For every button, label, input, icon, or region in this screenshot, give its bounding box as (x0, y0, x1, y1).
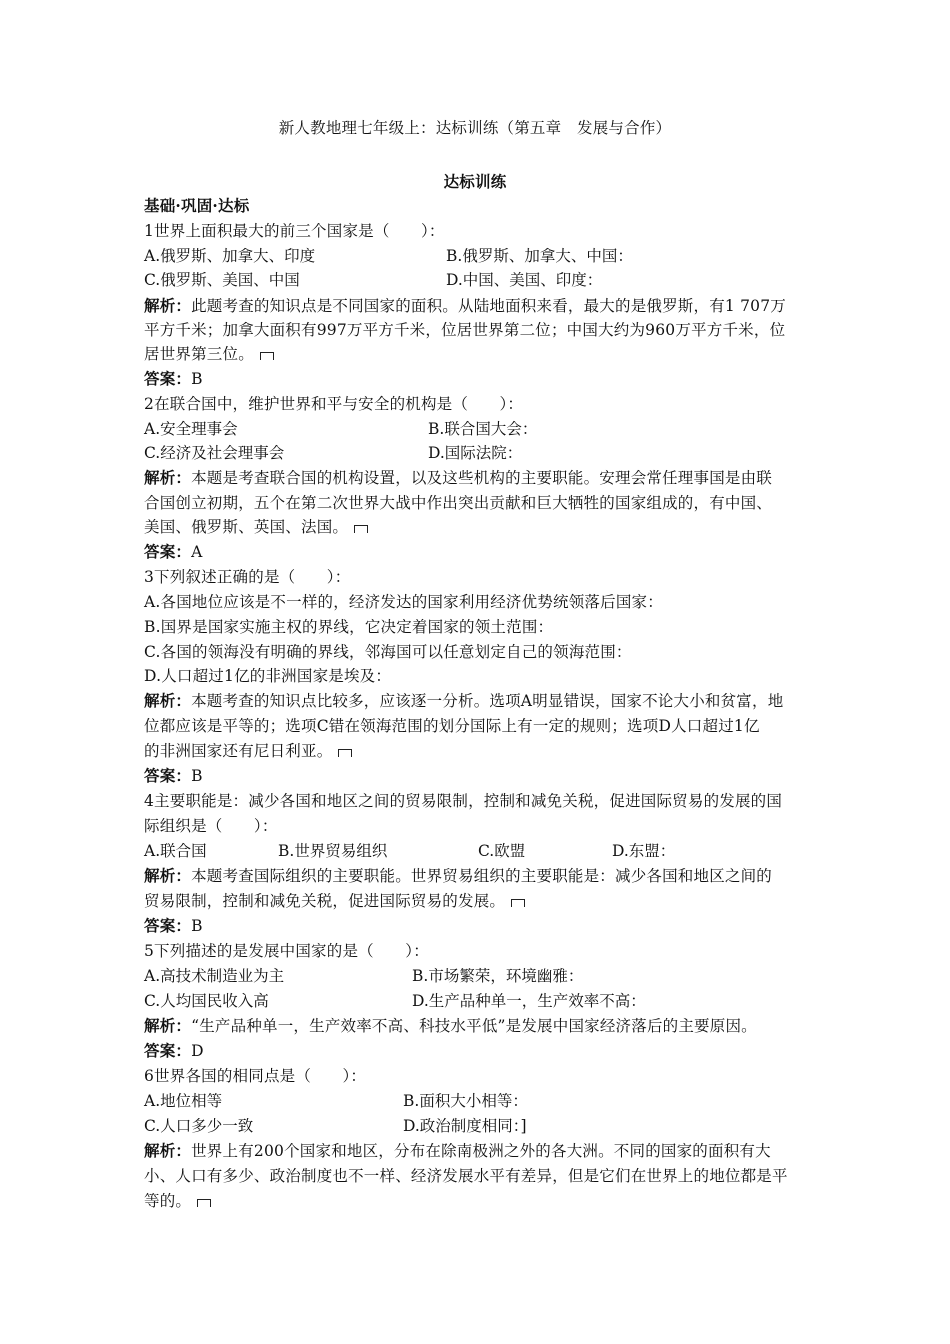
question-6-stem: 6世界各国的相同点是（ ）： (144, 1067, 367, 1085)
question-4-analysis-line-2: 贸易限制，控制和减免关税，促进国际贸易的发展。 (144, 891, 525, 911)
subsection-heading: 基础·巩固·达标 (144, 196, 250, 215)
question-2-answer: 答案：A (144, 542, 203, 561)
question-5-analysis-line-1: 解析：“生产品种单一，生产效率不高、科技水平低”是发展中国家经济落后的主要原因。 (144, 1016, 757, 1035)
paragraph-mark-icon (260, 352, 274, 360)
question-2-option-c: C.经济及社会理事会 (144, 444, 285, 462)
question-3-option-c: C.各国的领海没有明确的界线，邻海国可以任意划定自己的领海范围： (144, 643, 632, 661)
question-1-analysis-line-1: 解析：此题考查的知识点是不同国家的面积。从陆地面积来看，最大的是俄罗斯，有1 707万 (144, 296, 786, 315)
question-6-analysis-line-3: 等的。 (144, 1191, 211, 1211)
question-3-option-b: B.国界是国家实施主权的界线，它决定着国家的领土范围： (144, 618, 554, 636)
question-3-answer: 答案：B (144, 766, 203, 785)
question-1-option-b: B.俄罗斯、加拿大、中国： (446, 247, 633, 265)
question-1-option-a: A.俄罗斯、加拿大、印度 (144, 247, 316, 265)
section-heading: 达标训练 (443, 172, 507, 191)
question-4-answer: 答案：B (144, 916, 203, 935)
question-6-option-d: D.政治制度相同：] (403, 1117, 527, 1135)
question-2-analysis-line-2: 合国创立初期，五个在第二次世界大战中作出突出贡献和巨大牺牲的国家组成的，有中国、 (144, 494, 773, 512)
question-1-answer: 答案：B (144, 369, 203, 388)
question-2-option-a: A.安全理事会 (144, 420, 238, 438)
question-6-option-c: C.人口多少一致 (144, 1117, 254, 1135)
question-1-analysis-line-3: 居世界第三位。 (144, 344, 274, 364)
question-2-analysis-line-1: 解析：本题是考查联合国的机构设置，以及这些机构的主要职能。安理会常任理事国是由联 (144, 468, 773, 487)
question-4-stem-line-1: 4主要职能是：减少各国和地区之间的贸易限制，控制和减免关税，促进国际贸易的发展的国 (144, 792, 783, 810)
question-4-stem-line-2: 际组织是（ ）： (144, 817, 278, 835)
question-3-stem: 3下列叙述正确的是（ ）： (144, 568, 351, 586)
question-3-option-d: D.人口超过1亿的非洲国家是埃及： (144, 667, 392, 685)
paragraph-mark-icon (197, 1199, 211, 1207)
question-5-option-a: A.高技术制造业为主 (144, 967, 285, 985)
question-4-option-d: D.东盟： (612, 842, 676, 860)
question-5-answer: 答案：D (144, 1041, 204, 1060)
question-3-analysis-line-3: 的非洲国家还有尼日利亚。 (144, 741, 352, 761)
question-4-option-c: C.欧盟 (478, 842, 526, 860)
analysis-label: 解析： (144, 296, 192, 315)
question-1-option-c: C.俄罗斯、美国、中国 (144, 271, 300, 289)
question-5-option-b: B.市场繁荣，环境幽雅： (412, 967, 584, 985)
paragraph-mark-icon (338, 749, 352, 757)
question-2-analysis-line-3: 美国、俄罗斯、英国、法国。 (144, 517, 368, 537)
question-6-analysis-line-2: 小、人口有多少、政治制度也不一样、经济发展水平有差异，但是它们在世界上的地位都是平 (144, 1167, 788, 1185)
question-5-option-c: C.人均国民收入高 (144, 992, 269, 1010)
question-3-option-a: A.各国地位应该是不一样的，经济发达的国家利用经济优势统领落后国家： (144, 593, 663, 611)
document-title: 新人教地理七年级上：达标训练（第五章 发展与合作） (278, 119, 672, 137)
question-5-option-d: D.生产品种单一，生产效率不高： (412, 992, 646, 1010)
question-6-analysis-line-1: 解析：世界上有200个国家和地区，分布在除南极洲之外的各大洲。不同的国家的面积有大 (144, 1141, 771, 1160)
question-1-option-d: D.中国、美国、印度： (446, 271, 603, 289)
question-2-option-b: B.联合国大会： (428, 420, 538, 438)
question-3-analysis-line-1: 解析：本题考查的知识点比较多，应该逐一分析。选项A明显错误，国家不论大小和贫富，地 (144, 691, 784, 710)
paragraph-mark-icon (511, 899, 525, 907)
question-2-option-d: D.国际法院： (428, 444, 523, 462)
question-4-option-a: A.联合国 (144, 842, 207, 860)
question-2-stem: 2在联合国中，维护世界和平与安全的机构是（ ）： (144, 395, 524, 413)
question-4-analysis-line-1: 解析：本题考查国际组织的主要职能。世界贸易组织的主要职能是：减少各国和地区之间的 (144, 866, 773, 885)
question-4-option-b: B.世界贸易组织 (278, 842, 388, 860)
question-1-analysis-line-2: 平方千米；加拿大面积有997万平方千米，位居世界第二位；中国大约为960万平方千米，位 (144, 321, 786, 339)
question-1-stem: 1世界上面积最大的前三个国家是（ ）： (144, 222, 445, 240)
question-6-option-b: B.面积大小相等： (403, 1092, 528, 1110)
question-6-option-a: A.地位相等 (144, 1092, 223, 1110)
paragraph-mark-icon (354, 525, 368, 533)
question-5-stem: 5下列描述的是发展中国家的是（ ）： (144, 942, 429, 960)
question-3-analysis-line-2: 位都应该是平等的；选项C错在领海范围的划分国际上有一定的规则；选项D人口超过1亿 (144, 717, 760, 735)
